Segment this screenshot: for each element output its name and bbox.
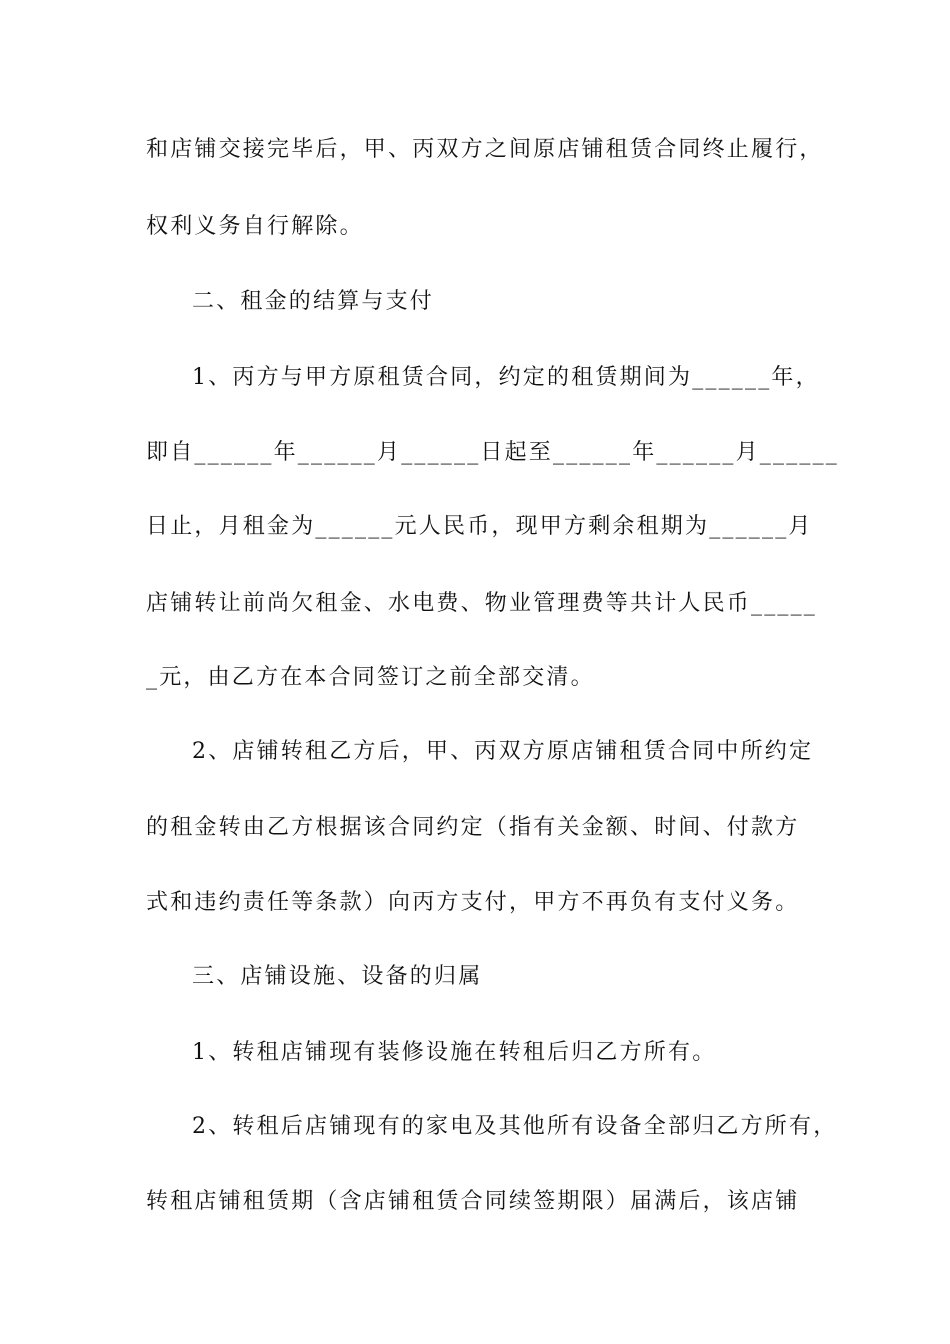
paragraph-line: 1、丙方与甲方原租赁合同，约定的租赁期间为______年， — [192, 365, 820, 390]
paragraph-line: 的租金转由乙方根据该合同约定（指有关金额、时间、付款方 — [146, 815, 800, 840]
paragraph-line: 2、店铺转租乙方后，甲、丙双方原店铺租赁合同中所约定 — [192, 739, 814, 764]
paragraph-line: _元，由乙方在本合同签订之前全部交清。 — [146, 665, 595, 690]
paragraph-line: 转租店铺租赁期（含店铺租赁合同续签期限）届满后，该店铺 — [146, 1189, 800, 1214]
paragraph-line: 权利义务自行解除。 — [146, 214, 364, 239]
paragraph-line: 店铺转让前尚欠租金、水电费、物业管理费等共计人民币_____ — [146, 591, 818, 616]
paragraph-line: 式和违约责任等条款）向丙方支付，甲方不再负有支付义务。 — [146, 890, 800, 915]
paragraph-line: 即自______年______月______日起至______年______月______ — [146, 440, 840, 465]
paragraph-line: 日止，月租金为______元人民币，现甲方剩余租期为______月 — [146, 514, 813, 539]
paragraph-line: 1、转租店铺现有装修设施在转租后归乙方所有。 — [192, 1040, 717, 1065]
paragraph-line: 2、转租后店铺现有的家电及其他所有设备全部归乙方所有， — [192, 1114, 838, 1139]
section-heading: 二、租金的结算与支付 — [192, 289, 435, 314]
section-heading: 三、店铺设施、设备的归属 — [192, 964, 483, 989]
paragraph-line: 和店铺交接完毕后，甲、丙双方之间原店铺租赁合同终止履行， — [146, 137, 824, 162]
